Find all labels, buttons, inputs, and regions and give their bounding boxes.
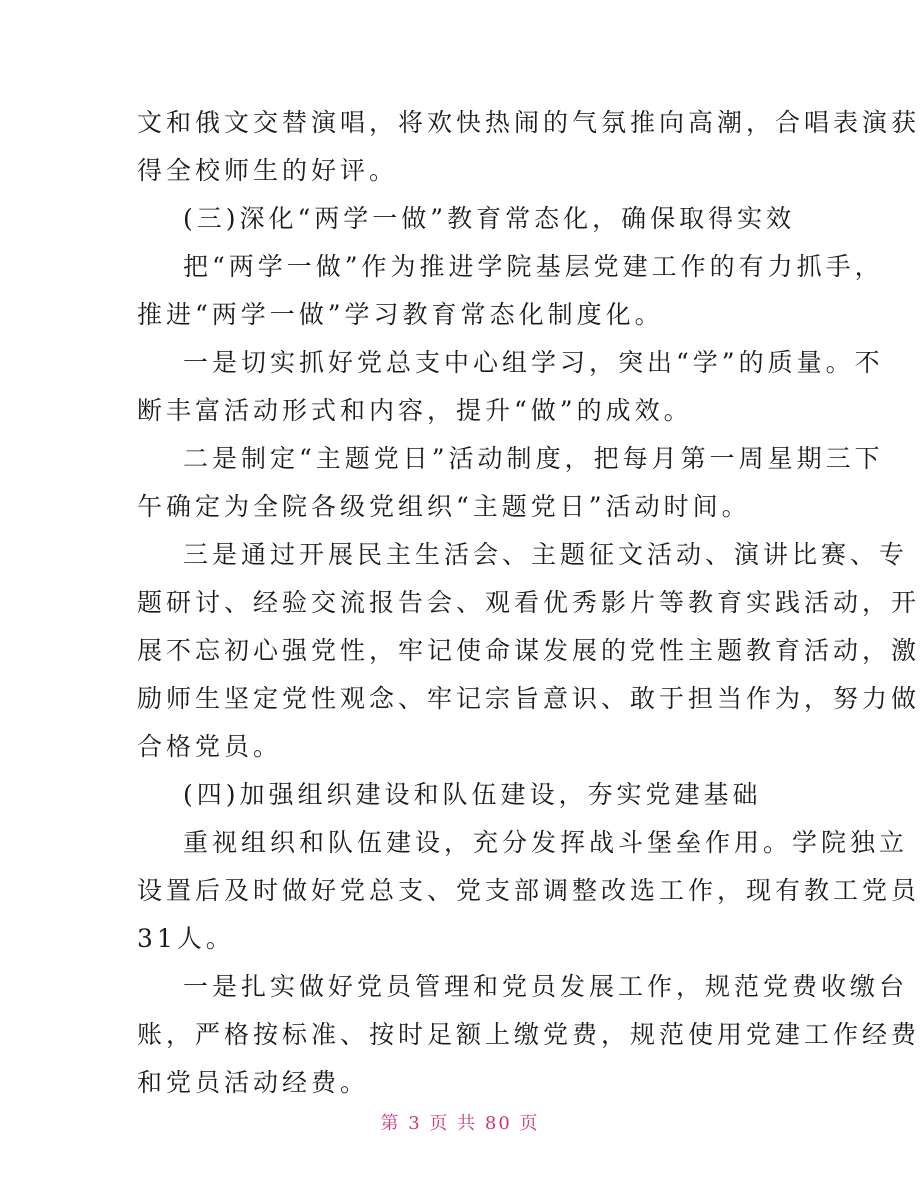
text-line: 励师生坚定党性观念、牢记宗旨意识、敢于担当作为，努力做 (137, 684, 920, 713)
paragraph-start: 三是通过开展民主生活会、主题征文活动、演讲比赛、专 (183, 540, 909, 569)
paragraph-start: 一是切实抓好党总支中心组学习，突出“学”的质量。不 (183, 348, 884, 377)
text-line: 和党员活动经费。 (137, 1068, 370, 1097)
text-line: 推进“两学一做”学习教育常态化制度化。 (137, 300, 664, 329)
footer-suffix: 页 (519, 1113, 540, 1134)
footer-prefix: 第 (380, 1113, 401, 1134)
paragraph-start: 二是制定“主题党日”活动制度，把每月第一周星期三下 (183, 444, 884, 473)
text-line: 午确定为全院各级党组织“主题党日”活动时间。 (137, 492, 751, 521)
text-line: 合格党员。 (137, 732, 283, 761)
text-line: 文和俄文交替演唱，将欢快热闹的气氛推向高潮，合唱表演获 (137, 108, 920, 137)
text-line: 展不忘初心强党性，牢记使命谋发展的党性主题教育活动，激 (137, 636, 920, 665)
page-footer (0, 1112, 920, 1136)
paragraph-start: 把“两学一做”作为推进学院基层党建工作的有力抓手， (183, 252, 884, 281)
section-heading-4: (四)加强组织建设和队伍建设，夯实党建基础 (183, 780, 762, 809)
text-line: 得全校师生的好评。 (137, 156, 399, 185)
text-line: 账，严格按标准、按时足额上缴党费，规范使用党建工作经费 (137, 1020, 920, 1049)
paragraph-start: 一是扎实做好党员管理和党员发展工作，规范党费收缴台 (183, 972, 909, 1001)
section-heading-3: (三)深化“两学一做”教育常态化，确保取得实效 (183, 204, 796, 233)
text-line: 设置后及时做好党总支、党支部调整改选工作，现有教工党员 (137, 876, 920, 905)
text-line: 题研讨、经验交流报告会、观看优秀影片等教育实践活动，开 (137, 588, 920, 617)
total-page-count: 80 (484, 1113, 512, 1134)
current-page-number: 3 (408, 1113, 422, 1134)
footer-middle: 页 共 (429, 1113, 478, 1134)
text-line: 断丰富活动形式和内容，提升“做”的成效。 (137, 396, 693, 425)
paragraph-start: 重视组织和队伍建设，充分发挥战斗堡垒作用。学院独立 (183, 828, 909, 857)
text-line: 31人。 (137, 924, 235, 953)
